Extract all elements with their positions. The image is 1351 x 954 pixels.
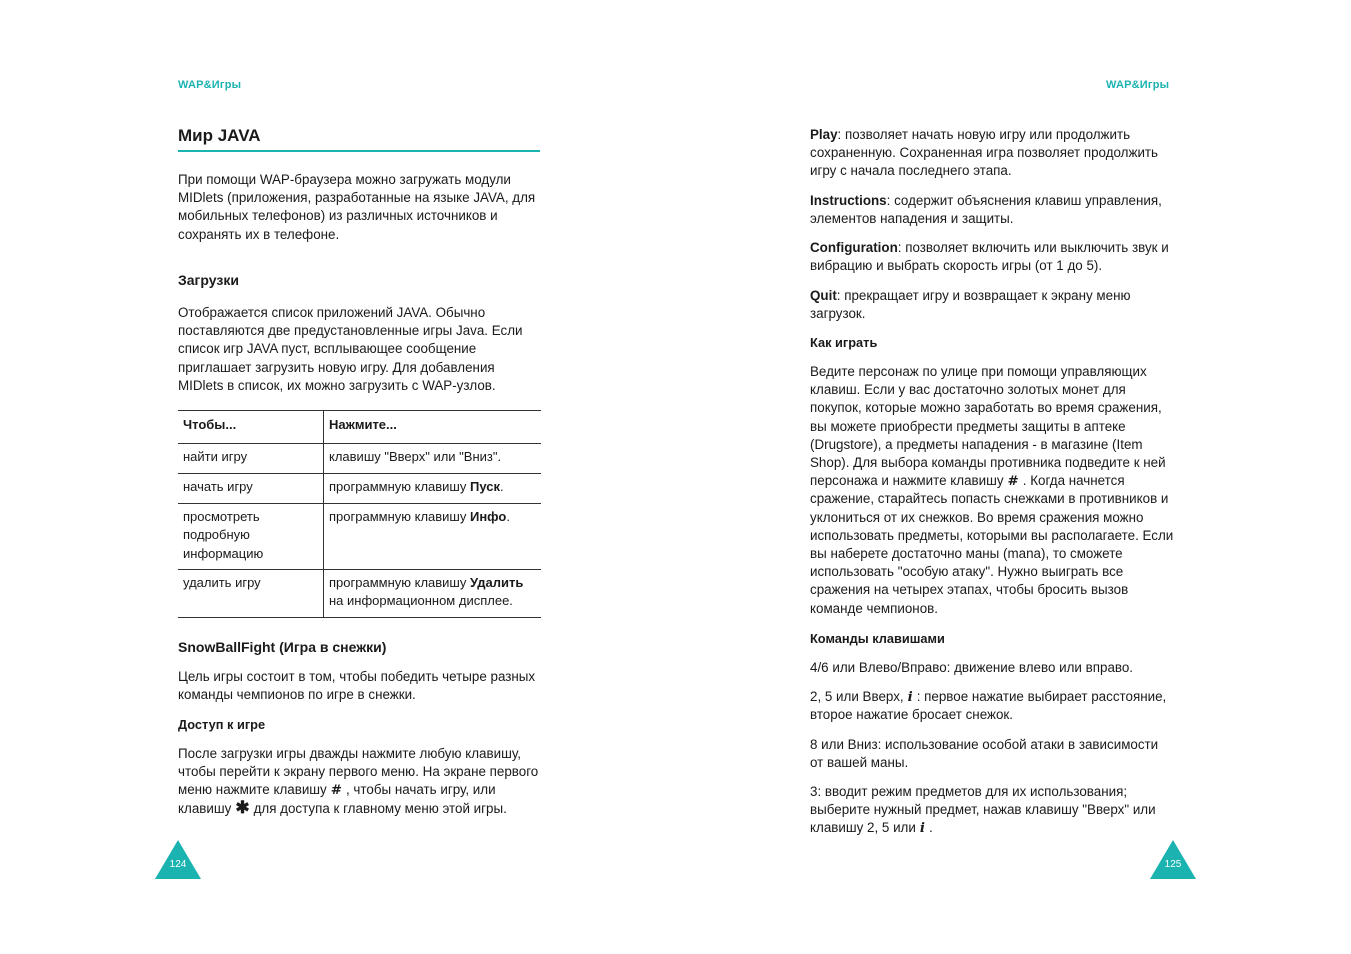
intro-paragraph: При помощи WAP-браузера можно загружать модули MIDlets (приложения, разработанные на языке JAVA, для мобильных телефонов) из различных источников и сохранять их в телефоне.	[178, 172, 536, 242]
hash-key-icon: #	[330, 782, 342, 799]
info-key-icon: i	[919, 820, 925, 837]
table-row	[178, 570, 541, 618]
section-label: WAP&Игры	[1106, 79, 1170, 91]
snowball-paragraph: Цель игры состоит в том, чтобы победить четыре разных команды чемпионов по игре в снежки.	[178, 669, 536, 703]
menu-item-quit	[810, 287, 1175, 323]
star-key-icon: ✱	[235, 797, 250, 818]
table-row	[178, 474, 541, 504]
access-text-2: , чтобы начать игру, или клавишу	[178, 782, 496, 816]
access-text-3: для доступа к главному меню этой игры.	[253, 800, 507, 816]
command-text-2: .	[928, 820, 933, 836]
access-paragraph	[178, 745, 543, 818]
page-title: Мир JAVA	[178, 126, 540, 152]
menu-item-configuration	[810, 239, 1175, 275]
term-description: : позволяет включить или выключить звук и вибрацию и выбрать скорость игры (от 1 до 5).	[810, 240, 1169, 274]
key-after: .	[499, 479, 504, 495]
key-text: программную клавишу	[329, 479, 470, 495]
command-text-2: : первое нажатие выбирает расстояние, второе нажатие бросает снежок.	[810, 689, 1167, 723]
table-row	[178, 444, 541, 474]
right-page	[675, 0, 1351, 954]
term-description: : содержит объяснения клавиш управления, элементов нападения и защиты.	[810, 193, 1162, 227]
key-bold: Удалить	[469, 575, 524, 591]
table-cell-action: просмотреть подробную информацию	[178, 504, 324, 570]
key-table	[178, 410, 541, 618]
page-number-badge	[1150, 840, 1196, 880]
menu-item-play	[810, 126, 1175, 181]
page-number: 124	[169, 859, 187, 870]
howto-text-1: Ведите персонаж по улице при помощи управляющих клавиш. Если у вас достаточно золотых монет для покупок, которые можно заработать во время сражения, вы можете приобрести предметы защиты в аптеке (Drugstore), а предметы нападения - в магазине (Item Shop). Для выбора команды противника подведите к ней персонажа и нажмите клавишу	[810, 364, 1166, 489]
command-down: 8 или Вниз: использование особой атаки в зависимости от вашей маны.	[810, 737, 1159, 771]
table-cell-key	[324, 444, 542, 474]
table-cell-action: начать игру	[178, 474, 324, 504]
table-cell-key	[324, 504, 542, 570]
term: Configuration	[810, 240, 898, 255]
term: Quit	[810, 288, 837, 303]
key-text: клавишу "Вверх" или "Вниз".	[329, 449, 502, 465]
command-up	[810, 688, 1175, 724]
key-after: .	[506, 509, 510, 525]
term: Play	[810, 127, 838, 142]
command-left-right: 4/6 или Влево/Вправо: движение влево или вправо.	[810, 660, 1134, 675]
snowball-heading: SnowBallFight (Игра в снежки)	[178, 639, 387, 655]
howto-paragraph	[810, 363, 1175, 618]
access-heading: Доступ к игре	[178, 717, 266, 732]
table-row	[178, 504, 541, 570]
info-key-icon: i	[907, 689, 913, 705]
command-text-1: 3: вводит режим предметов для их использования; выберите нужный предмет, нажав клавишу "Вверх" или клавишу 2, 5 или	[810, 784, 1156, 836]
term-description: : позволяет начать новую игру или продолжить сохраненную. Сохраненная игра позволяет продолжить игру с начала последнего этапа.	[810, 127, 1159, 179]
left-page	[0, 0, 675, 954]
term: Instructions	[810, 193, 887, 208]
table-cell-key	[324, 570, 542, 618]
section-label: WAP&Игры	[178, 79, 242, 91]
howto-heading: Как играть	[810, 335, 878, 350]
hash-key-icon: #	[1007, 473, 1019, 490]
downloads-heading: Загрузки	[178, 272, 239, 288]
key-bold: Инфо	[469, 509, 507, 525]
key-text: программную клавишу	[329, 509, 470, 525]
command-items	[810, 783, 1175, 838]
table-header-row	[178, 411, 541, 444]
table-cell-action: удалить игру	[178, 570, 324, 618]
table-cell-key	[324, 474, 542, 504]
table-cell-action: найти игру	[178, 444, 324, 474]
commands-heading: Команды клавишами	[810, 631, 945, 646]
access-text-1: После загрузки игры дважды нажмите любую клавишу, чтобы перейти к экрану первого меню. На экране первого меню нажмите клавишу	[178, 746, 539, 798]
table-header-key: Нажмите...	[324, 411, 542, 444]
key-after: на информационном дисплее.	[329, 593, 513, 609]
page-number: 125	[1164, 859, 1182, 870]
command-text-1: 2, 5 или Вверх,	[810, 689, 904, 704]
howto-text-2: . Когда начнется сражение, старайтесь попасть снежками в противников и уклониться от их снежков. Во время сражения можно использовать предметы, которыми вы располагаете. Если вы наберете достаточно маны (mana), то сможете использовать "особую атаку". Нужно выиграть все сражения на четырех этапах, чтобы бросить вызов команде чемпионов.	[810, 473, 1174, 616]
key-bold: Пуск	[469, 479, 500, 495]
table-header-action: Чтобы...	[178, 411, 324, 444]
menu-item-instructions	[810, 192, 1175, 228]
downloads-paragraph: Отображается список приложений JAVA. Обычно поставляются две предустановленные игры Java. Если список игр JAVA пуст, всплывающее сообщение приглашает загрузить новую игру. Для добавления MIDlets в список, их можно загрузить с WAP-узлов.	[178, 305, 523, 393]
page-number-badge	[155, 840, 201, 880]
key-text: программную клавишу	[329, 575, 470, 591]
term-description: : прекращает игру и возвращает к экрану меню загрузок.	[810, 288, 1131, 322]
